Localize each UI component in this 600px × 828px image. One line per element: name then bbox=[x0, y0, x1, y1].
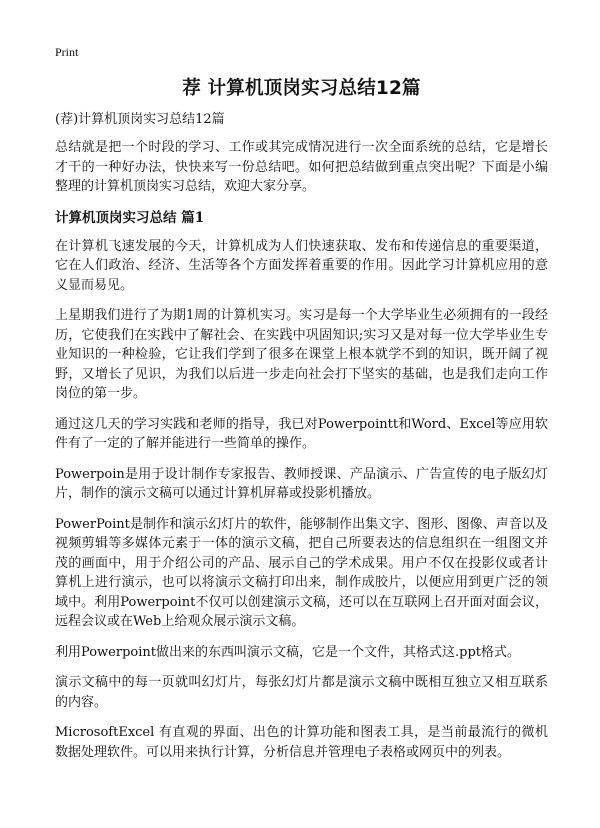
document-subtitle: (荐)计算机顶岗实习总结12篇 bbox=[55, 112, 225, 127]
body-paragraph: Powerpoin是用于设计制作专家报告、教师授课、产品演示、广告宣传的电子版幻灯片，制作的演示文稿可以通过计算机屏幕或投影机播放。 bbox=[55, 466, 548, 501]
body-paragraph: 通过这几天的学习实践和老师的指导，我已对Powerpointt和Word、Excel等应用软件有了一定的了解并能进行一些简单的操作。 bbox=[55, 416, 548, 451]
document-title: 荐 计算机顶岗实习总结12篇 bbox=[182, 78, 421, 99]
body-paragraph: PowerPoint是制作和演示幻灯片的软件，能够制作出集文字、图形、图像、声音以及视频剪辑等多媒体元素于一体的演示文稿，把自己所要表达的信息组织在一组图文并茂的画面中，用于介绍公司的产品、展示自己的学术成果。用户不仅在投影仪或者计算机上进行演示，也可以将演示文稿打印出来，制作成胶片，以便应用到更广泛的领域中。利用Powerpoint不仅可以创建演示文稿，还可以在互联网上召开面对面会议，远程会议或在Web上给观众展示演示文稿。 bbox=[55, 516, 548, 629]
body-paragraph: MicrosoftExcel 有直观的界面、出色的计算功能和图表工具，是当前最流行的微机数据处理软件。可以用来执行计算，分析信息并管理电子表格或网页中的列表。 bbox=[55, 725, 548, 760]
intro-paragraph: 总结就是把一个时段的学习、工作或其完成情况进行一次全面系统的总结，它是增长才干的一种好办法，快快来写一份总结吧。如何把总结做到重点突出呢？下面是小编整理的计算机顶岗实习总结，欢迎大家分享。 bbox=[55, 140, 548, 194]
section-heading: 计算机顶岗实习总结 篇1 bbox=[55, 209, 205, 226]
body-paragraph: 利用Powerpoint做出来的东西叫演示文稿，它是一个文件，其格式这.ppt格式。 bbox=[55, 644, 520, 660]
body-paragraph: 在计算机飞速发展的今天，计算机成为人们快速获取、发布和传递信息的重要渠道，它在人们政治、经济、生活等各个方面发挥着重要的作用。因此学习计算机应用的意义显而易见。 bbox=[55, 238, 548, 293]
body-paragraph: 上星期我们进行了为期1周的计算机实习。实习是每一个大学毕业生必须拥有的一段经历，它使我们在实践中了解社会、在实践中巩固知识;实习又是对每一位大学毕业生专业知识的一种检验，它让我们学到了很多在课堂上根本就学不到的知识，既开阔了视野，又增长了见识，为我们以后进一步走向社会打下坚实的基础，也是我们走向工作岗位的第一步。 bbox=[55, 308, 548, 401]
print-label: Print bbox=[55, 45, 79, 59]
body-paragraph: 演示文稿中的每一页就叫幻灯片，每张幻灯片都是演示文稿中既相互独立又相互联系的内容。 bbox=[55, 675, 548, 710]
